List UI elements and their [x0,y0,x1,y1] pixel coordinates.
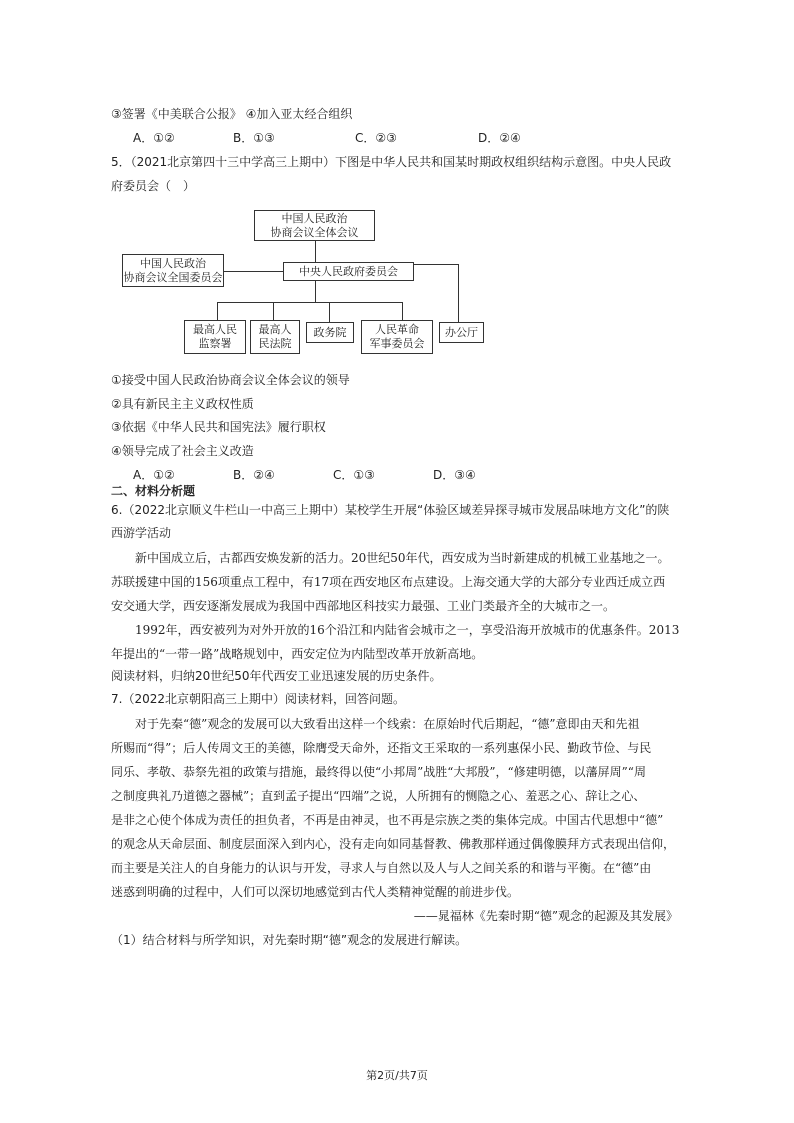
connector-line [222,271,284,272]
q6-question: 阅读材料，归纳20世纪50年代西安工业迅速发展的历史条件。 [111,669,442,683]
box-label: 监察署 [198,337,232,350]
box-cppcc-national [122,254,224,287]
connector-line [402,302,403,320]
box-central-gov [283,262,414,281]
connector-line [315,280,316,302]
box-cppcc-plenary [254,210,375,241]
q7-material-line: 之制度典礼乃道德之器械”；直到孟子提出“四端”之说，人所拥有的恻隐之心、羞恶之心、辞让之心、 [111,789,646,803]
q7-source: ——晁福林《先秦时期“德”观念的起源及其发展》 [413,909,678,923]
box-label: 协商会议全国委员会 [123,270,223,284]
page-number: 第2页/共7页 [366,1069,428,1082]
box-state-council [306,322,354,343]
connector-line [217,302,403,303]
q5-item-2: ②具有新民主主义政权性质 [111,397,254,411]
box-general-office [439,322,484,343]
q5-stem-line1: 5．（2021北京第四十三中学高三上期中）下图是中华人民共和国某时期政权组织结构示意图。中央人民政 [111,155,672,169]
connector-line [273,302,274,320]
box-military-commission [361,320,433,354]
box-label: 中国人民政治 [140,256,206,270]
q4-option-a: A．①② [133,131,175,145]
q5-item-3: ③依据《中华人民共和国宪法》履行职权 [111,420,326,434]
box-label: 中央人民政府委员会 [299,264,398,278]
q7-material-line: 所赐而“得”；后人传周文王的美德，除膺受天命外，还指文王采取的一系列惠保小民、勤政节俭、与民 [111,741,652,755]
q4-option-d: D．②④ [478,131,521,145]
q4-option-c: C．②③ [355,131,397,145]
box-procuratorate [184,320,246,354]
section-heading: 二、材料分析题 [111,484,196,498]
q6-material-line: 1992年，西安被列为对外开放的16个沿江和内陆省会城市之一，享受沿海开放城市的优惠条件。2013 [135,623,680,637]
connector-line [217,302,218,320]
q7-subquestion-1: （1）结合材料与所学知识，对先秦时期“德”观念的发展进行解读。 [111,933,468,947]
q7-material-line: 同乐、孝敬、恭祭先祖的政策与措施，最终得以使“小邦周”战胜“大邦殷”，“修建明德，以藩屏周”“周 [111,765,646,779]
q5-option-b: B．②④ [233,468,275,482]
box-label: 中国人民政治 [281,211,348,225]
connector-line [458,264,459,322]
q6-material-line: 年提出的“一带一路”战略规划中，西安定位为内陆型改革开放新高地。 [111,647,484,661]
q5-item-4: ④领导完成了社会主义改造 [111,444,254,458]
q6-material-line: 苏联援建中国的156项重点工程中，有17项在西安地区布点建设。上海交通大学的大部分专业西迁成立西 [111,575,666,589]
q6-material-line: 安交通大学，西安逐渐发展成为我国中西部地区科技实力最强、工业门类最齐全的大城市之一。 [111,599,616,613]
q5-stem-line2: 府委员会（ ） [111,179,196,193]
q5-option-c: C．①③ [333,468,375,482]
org-structure-diagram [118,204,494,356]
box-label: 协商会议全体会议 [270,225,359,239]
q7-stem: 7.（2022北京朝阳高三上期中）阅读材料，回答问题。 [111,692,405,706]
q6-material-line: 新中国成立后，古都西安焕发新的活力。20世纪50年代，西安成为当时新建成的机械工业基地之一。 [135,551,670,565]
connector-line [315,240,316,262]
q4-items-3-4: ③签署《中美联合公报》 ④加入亚太经合组织 [111,107,353,121]
box-label: 人民革命 [375,323,419,337]
q7-material-line: 是非之心使个体成为责任的担负者，不再是由神灵，也不再是宗族之类的集体完成。中国古代思想中“德” [111,813,664,827]
q5-item-1: ①接受中国人民政治协商会议全体会议的领导 [111,373,350,387]
q5-option-a: A．①② [133,468,175,482]
q4-option-b: B．①③ [233,131,275,145]
q6-stem-line2: 西游学活动 [111,526,172,540]
q7-material-line: 对于先秦“德”观念的发展可以大致看出这样一个线索：在原始时代后期起，“德”意即由天和先祖 [135,717,640,731]
box-label: 军事委员会 [369,337,425,350]
box-label: 民法院 [258,337,292,350]
box-label: 政务院 [313,325,347,339]
q7-material-line: 的观念从天命层面、制度层面深入到内心，没有走向如同基督教、佛教那样通过偶像膜拜方式表现出信仰， [111,837,676,851]
box-label: 最高人民 [193,323,237,337]
q7-material-line: 迷惑到明确的过程中，人们可以深切地感觉到古代人类精神觉醒的前进步伐。 [111,885,520,899]
connector-line [329,302,330,322]
box-supreme-court [250,320,300,354]
box-label: 最高人 [258,323,292,337]
q5-option-d: D．③④ [433,468,476,482]
q6-stem-line1: 6.（2022北京顺义牛栏山一中高三上期中）某校学生开展“体验区域差异探寻城市发展品味地方文化”的陕 [111,503,670,517]
box-label: 办公厅 [445,325,478,339]
q7-material-line: 而主要是关注人的自身能力的认识与开发，寻求人与自然以及人与人之间关系的和谐与平衡。在“德”由 [111,861,652,875]
